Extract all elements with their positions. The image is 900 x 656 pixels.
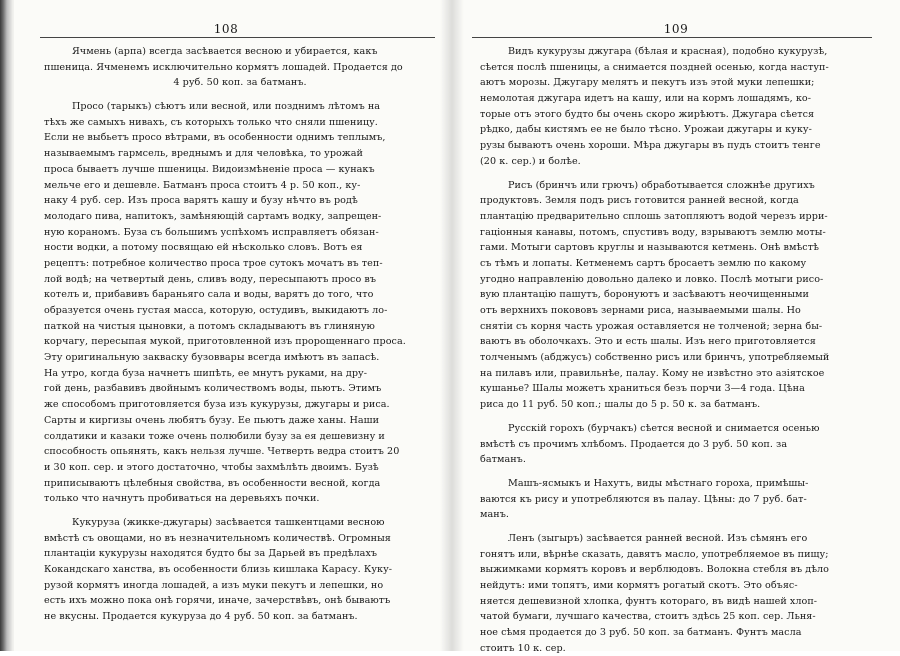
text-line: манъ.: [480, 509, 509, 521]
text-line: плантаціи кукурузы находятся будто бы за Дарьей въ предѣлахъ: [44, 548, 378, 560]
paragraph-gap: [480, 468, 872, 476]
text-line: приписываютъ цѣлебныя свойства, въ особенности весной, когда: [44, 477, 381, 489]
text-line: лой водѣ; на четвертый день, сливъ воду, пересыпаютъ просо въ: [44, 273, 377, 285]
text-line: ное сѣмя продается до 3 руб. 50 коп. за батманъ. Фунтъ масла: [480, 627, 802, 639]
text-line: ваются къ рису и употребляются въ палау. Цѣны: до 7 руб. бат-: [480, 493, 807, 505]
text-line: снятіи съ корня часть урожая оставляется не толченой; зерна бы-: [480, 320, 823, 332]
text-line: гонятъ или, вѣрнѣе сказать, давятъ масло, употребляемое въ пищу;: [480, 548, 829, 560]
text-line: и 30 коп. сер. и этого достаточно, чтобы захмѣлѣть двоимъ. Бузѣ: [44, 461, 379, 473]
text-line: Просо (тарыкъ) сѣютъ или весной, или позднимъ лѣтомъ на: [72, 101, 381, 113]
gutter-shadow: [452, 0, 464, 651]
text-line: рузы бываютъ очень хороши. Мѣра джугары въ пудъ стоитъ тенге: [480, 140, 821, 152]
text-line: рѣдко, дабы кистямъ ее не было тѣсно. Урожаи джугары и куку-: [480, 124, 812, 136]
text-line: не вкусны. Продается кукуруза до 4 руб. 50 коп. за батманъ.: [44, 611, 358, 623]
text-line: молодаго пива, напитокъ, замѣняющій сартамъ водку, запрещен-: [44, 210, 382, 222]
text-line: Ленъ (зыгыръ) засѣвается ранней весной. Изъ сѣмянъ его: [508, 532, 808, 544]
text-line: няется дешевизной хлопка, фунтъ котораго, въ видѣ нашей хлоп-: [480, 595, 818, 607]
text-line: на пилавъ или, правильнѣе, палау. Кому не извѣстно это азіятское: [480, 367, 825, 379]
page-number: 109: [663, 22, 689, 36]
text-line: ную кораномъ. Буза съ большимъ успѣхомъ исправляетъ обязан-: [44, 226, 379, 238]
text-line: гами. Мотыги сартовъ круглы и называются кетмень. Онѣ вмѣстѣ: [480, 242, 819, 254]
text-line: риса до 11 руб. 50 коп.; шалы до 5 р. 50 к. за батманъ.: [480, 399, 761, 411]
paragraph-gap: [480, 523, 872, 531]
text-line: угодно направленію довольно далеко и ловко. Послѣ мотыги рисо-: [480, 273, 824, 285]
text-line: есть ихъ можно пока онѣ горячи, иначе, зачерствѣвъ, онѣ бываютъ: [44, 595, 391, 607]
text-line: Видъ кукурузы джугара (бѣлая и красная), подобно кукурузѣ,: [508, 46, 828, 57]
text-line: Ячмень (арпа) всегда засѣвается весною и убирается, какъ: [72, 46, 378, 57]
text-line: толченымъ (абджусъ) собственно рисъ или бринчъ, употребляемый: [480, 352, 830, 364]
text-line: батманъ.: [480, 454, 526, 466]
text-line: Машъ-ясмыкъ и Нахутъ, виды мѣстнаго гороха, примѣшы-: [508, 477, 809, 489]
text-line: нейдутъ: ими топятъ, ими кормятъ рогатый скотъ. Это объяс-: [480, 580, 798, 591]
page-text: [480, 44, 872, 656]
book-edge-shadow: [0, 0, 14, 651]
text-line: аютъ морозы. Джугару мелятъ и пекутъ изъ этой муки лепешки;: [480, 77, 815, 89]
gutter-shadow: [440, 0, 452, 651]
text-line: же способомъ приготовляется буза изъ кукурузы, джугары и риса.: [44, 399, 390, 411]
text-line: Если не выбьетъ просо вѣтрами, въ особенности однимъ теплымъ,: [44, 132, 386, 144]
text-line: проса бываетъ лучше пшеницы. Видоизмѣненіе проса — кунакъ: [44, 163, 375, 175]
text-line: сѣется послѣ пшеницы, а снимается поздней осенью, когда наступ-: [480, 61, 829, 73]
text-line: Кукуруза (жикке-джугары) засѣвается ташкентцами весною: [72, 516, 385, 528]
text-line: пшеница. Ячменемъ исключительно кормятъ лошадей. Продается до: [44, 61, 403, 73]
text-line: тѣхъ же самыхъ нивахъ, съ которыхъ только что сняли пшеницу.: [44, 116, 378, 128]
text-line: На утро, когда буза начнетъ шипѣть, ее мнутъ руками, на дру-: [44, 367, 368, 379]
text-line: котелъ и, прибавивъ бараньяго сала и воды, варятъ до того, что: [44, 289, 374, 301]
text-line: немолотая джугара идетъ на кашу, или на кормъ лошадямъ, ко-: [480, 93, 812, 105]
text-line: рузой кормятъ иногда лошадей, а изъ муки пекутъ и лепешки, но: [44, 579, 384, 591]
text-line: 4 руб. 50 коп. за батманъ.: [173, 77, 307, 89]
text-line: только что начнутъ пробиваться на деревьяхъ почки.: [44, 493, 320, 505]
text-line: чатой бумаги, лучшаго качества, стоитъ здѣсь 25 коп. сер. Льня-: [480, 611, 816, 623]
text-line: ваютъ въ оболочкахъ. Это и есть шалы. Изъ него приготовляется: [480, 336, 816, 348]
text-line: Эту оригинальную закваску бузоввары всегда имѣютъ въ запасѣ.: [44, 352, 380, 364]
header-rule: [40, 37, 435, 38]
header-rule: [472, 37, 872, 38]
paragraph-gap: [44, 91, 436, 99]
text-line: отъ верхнихъ покововъ зернами риса, называемыми шалы. Но: [480, 305, 801, 316]
text-line: способность опьянять, какъ нельзя лучше. Четверть ведра стоитъ 20: [44, 446, 400, 458]
text-line: гой день, разбавивъ двойнымъ количествомъ воды, пьютъ. Этимъ: [44, 383, 382, 395]
text-line: торые отъ этого будто бы очень скоро жирѣютъ. Джугара сѣется: [480, 108, 815, 120]
text-line: мельче его и дешевле. Батманъ проса стоитъ 4 р. 50 коп., ку-: [44, 179, 361, 191]
text-line: продуктовъ. Земля подъ рисъ готовится ранней весной, когда: [480, 195, 799, 207]
text-line: образуется очень густая масса, которую, остудивъ, выкидаютъ ло-: [44, 305, 388, 316]
text-line: съ тѣмъ и лопаты. Кетменемъ сартъ бросаетъ землю по какому: [480, 257, 807, 269]
text-line: корчагу, пересыпая мукой, приготовленной изъ пророщеннаго проса.: [44, 336, 406, 348]
text-line: Сарты и киргизы очень любятъ бузу. Ее пьютъ даже ханы. Наши: [44, 414, 380, 426]
text-line: гаціонныя канавы, потомъ, спустивъ воду, взрываютъ землю моты-: [480, 226, 826, 238]
text-line: паткой на чистыя цыновки, а потомъ складываютъ въ глиняную: [44, 320, 375, 332]
text-line: Кокандскаго ханства, въ особенности близь кишлака Карасу. Куку-: [44, 564, 393, 575]
page-number: 108: [213, 22, 239, 36]
text-line: Русскій горохъ (бурчакъ) сѣется весной и снимается осенью: [508, 422, 820, 434]
right-page: [452, 0, 900, 654]
page-text: [44, 44, 436, 625]
text-line: кушанье? Шалы можетъ храниться безъ порчи 3—4 года. Цѣна: [480, 383, 805, 395]
text-line: выжимками кормятъ коровъ и верблюдовъ. Волокна стебля въ дѣло: [480, 564, 830, 576]
text-line: вмѣстѣ съ овощами, но въ незначительномъ количествѣ. Огромныя: [44, 532, 391, 544]
text-line: ности водки, а потому посвящаю ей нѣсколько словъ. Вотъ ея: [44, 242, 363, 254]
text-line: вую плантацію пашутъ, боронуютъ и засѣваютъ неочищенными: [480, 289, 809, 301]
text-line: плантацію предварительно сплошь затопляютъ водой черезъ ирри-: [480, 210, 828, 222]
text-line: вмѣстѣ съ прочимъ хлѣбомъ. Продается до 3 руб. 50 коп. за: [480, 438, 788, 450]
paragraph-gap: [480, 413, 872, 421]
paragraph-gap: [44, 507, 436, 515]
text-line: Рисъ (бринчъ или грючъ) обработывается сложнѣе другихъ: [508, 179, 815, 191]
text-line: рецептъ: потребное количество проса трое сутокъ мочатъ въ теп-: [44, 257, 383, 269]
text-line: наку 4 руб. сер. Изъ проса варятъ кашу и бузу нѣчто въ родѣ: [44, 195, 358, 207]
text-line: солдатики и казаки тоже очень полюбили бузу за ея дешевизну и: [44, 430, 385, 442]
text-line: (20 к. сер.) и болѣе.: [480, 155, 581, 167]
text-line: называемымъ гармсель, вреднымъ и для человѣка, то урожай: [44, 148, 363, 160]
left-page: [0, 0, 452, 651]
text-line: стоитъ 10 к. сер.: [480, 642, 566, 654]
paragraph-gap: [480, 170, 872, 178]
